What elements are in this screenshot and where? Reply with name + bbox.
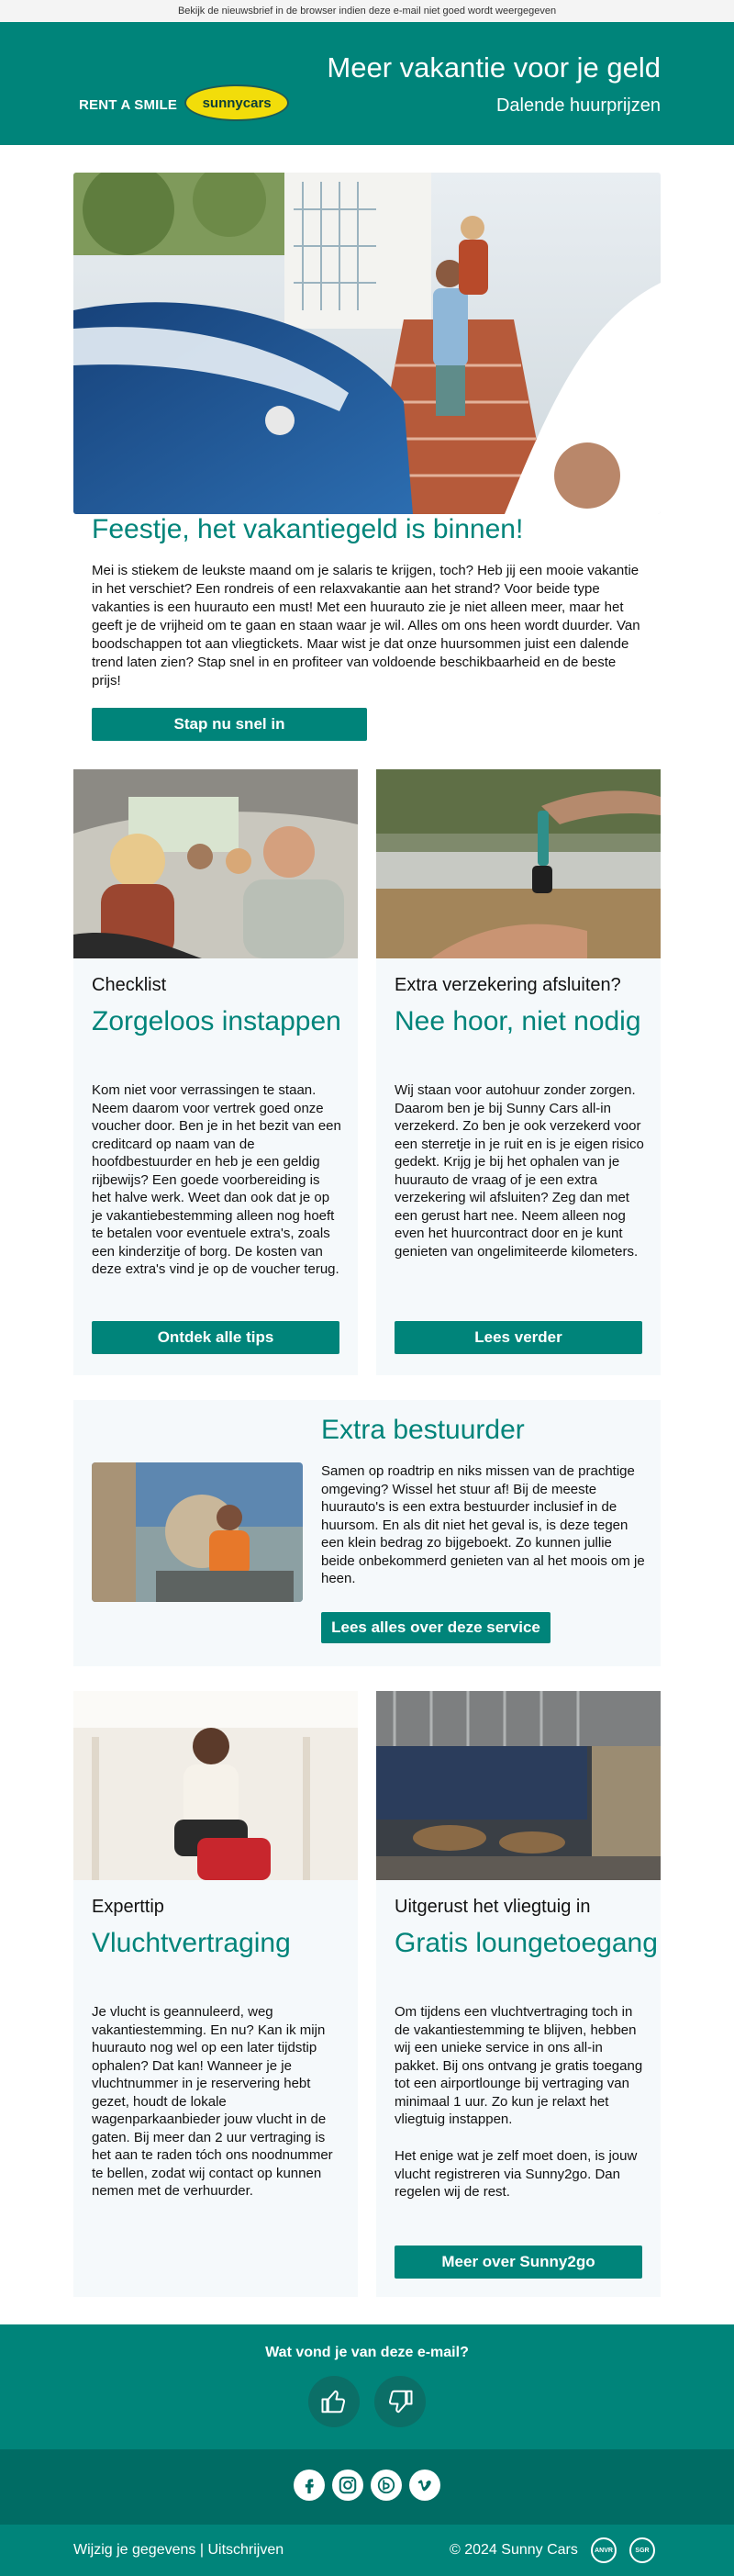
card-title: Zorgeloos instappen: [92, 1006, 341, 1036]
header-subtitle: Dalende huurprijzen: [495, 95, 661, 116]
hero-image[interactable]: [73, 173, 661, 514]
feedback-section: [0, 2324, 734, 2449]
card-text: Om tijdens een vluchtvertraging toch in de vakantiestemming te blijven, hebben wij een unieke service in ons all-in pakket. Bij ons ontvang je gratis toegang tot een airportlounge bij vertraging van minimaal 1 uur. Zo kun je relaxt het vliegtuig instappen.: [395, 2004, 643, 2127]
hero-text: Mei is stiekem de leukste maand om je salaris te krijgen, toch? Heb jij een mooie vakantie in het verschiet? Een rondreis of een relaxvakantie aan het strand? Voor beide type vakanties is een huurauto een must! Met een huurauto zie je niet alleen meer, maar het geeft je de vrijheid om te gaan en staan waar je wil. Alles om ons heen wordt duurder. Van boodschappen tot aan vliegtickets. Maar wist je dat onze huursommen juist een dalende trend laten zien? Stap snel in en profiteer van voldoende beschikbaarheid en de beste prijs!: [92, 563, 640, 689]
facebook-link[interactable]: [294, 2470, 325, 2501]
thumbs-down-button[interactable]: [374, 2376, 426, 2427]
thumbs-down-icon: [386, 2388, 414, 2415]
facebook-icon: [300, 2476, 318, 2494]
card-flight-delay: [73, 1691, 358, 2297]
card-image-lounge[interactable]: [376, 1691, 661, 1880]
card-title: Gratis loungetoegang: [395, 1928, 658, 1958]
card-text: Wij staan voor autohuur zonder zorgen. Daarom ben je bij Sunny Cars all-in verzekerd. Zo ben je ook verzekerd voor een sterretje in je ruit en is je eigen risico gedekt. Krijg je bij het ophalen van je huurauto de vraag of je een extra verzekering wil afsluiten? Zeg dan met een gerust hart nee. Neem alleen nog even het huurcontract door en je kunt genieten van ongelimiteerde kilometers.: [395, 1082, 644, 1260]
read-more-button[interactable]: Lees verder: [395, 1321, 642, 1354]
footer-links: [73, 2542, 284, 2559]
blog-link[interactable]: [371, 2470, 402, 2501]
tips-button[interactable]: Ontdek alle tips: [92, 1321, 339, 1354]
preheader-bar: [0, 0, 734, 22]
instagram-icon: [338, 2475, 358, 2495]
card-text: Je vlucht is geannuleerd, weg vakantiestemming. En nu? Kan ik mijn huurauto nog wel op een later tijdstip ophalen? Dat kan! Wanneer je je vluchtnummer in je reservering hebt gezet, houdt de lokale wagenparkaanbieder jouw vlucht in de gaten. Bij meer dan 2 uur vertraging is het aan te raden tóch ons noodnummer te bellen, zodat wij contact op kunnen nemen met de verhuurder.: [92, 2004, 333, 2199]
hero-title: Feestje, het vakantiegeld is binnen!: [92, 514, 524, 544]
copyright: © 2024 Sunny Cars: [450, 2542, 578, 2558]
brand[interactable]: [79, 86, 289, 123]
footer-separator: |: [195, 2542, 208, 2558]
card-title: Nee hoor, niet nodig: [395, 1006, 641, 1036]
change-details-link[interactable]: Wijzig je gegevens: [73, 2542, 196, 2558]
view-in-browser-link[interactable]: Bekijk de nieuwsbrief in de browser indien deze e-mail niet goed wordt weergegeven: [177, 6, 557, 17]
card-image-airport-woman[interactable]: [73, 1691, 358, 1880]
card-kicker: Extra verzekering afsluiten?: [395, 975, 621, 995]
feedback-question: Wat vond je van deze e-mail?: [265, 2345, 469, 2360]
sunnycars-logo: sunnycars: [184, 84, 289, 121]
card-text-2: Het enige wat je zelf moet doen, is jouw vlucht registreren via Sunny2go. Dan regelen wij de rest.: [395, 2148, 638, 2200]
anvr-badge: ANVR: [591, 2537, 617, 2563]
footer: [0, 2525, 734, 2576]
card-insurance: [376, 769, 661, 1375]
sgr-badge: SGR: [629, 2537, 655, 2563]
card-kicker: Experttip: [92, 1897, 164, 1917]
thumbs-up-button[interactable]: [308, 2376, 360, 2427]
thumbs-up-icon: [320, 2388, 348, 2415]
card-title: Vluchtvertraging: [92, 1928, 291, 1958]
extra-driver-section: [73, 1400, 661, 1666]
unsubscribe-link[interactable]: Uitschrijven: [207, 2542, 284, 2558]
card-lounge: [376, 1691, 661, 2297]
extra-driver-title: Extra bestuurder: [321, 1415, 525, 1445]
card-kicker: Checklist: [92, 975, 167, 995]
brand-tagline: RENT A SMILE: [79, 96, 178, 113]
extra-driver-text: Samen op roadtrip en niks missen van de prachtige omgeving? Wissel het stuur af! Bij de meeste huurauto's is een extra bestuurder inclusief in de huursom. En als dit niet het geval is, is deze tegen een klein bedrag zo bijgeboekt. Zo kunnen jullie beide onbekommerd genieten van al het moois om je heen.: [321, 1463, 645, 1586]
card-image-family-car[interactable]: [73, 769, 358, 958]
header: [0, 22, 734, 145]
vimeo-link[interactable]: [409, 2470, 440, 2501]
card-kicker: Uitgerust het vliegtuig in: [395, 1897, 591, 1917]
social-bar: [0, 2449, 734, 2525]
sunny2go-button[interactable]: Meer over Sunny2go: [395, 2246, 642, 2279]
extra-driver-image[interactable]: [92, 1462, 303, 1602]
card-checklist: [73, 769, 358, 1375]
hero-cta-button[interactable]: Stap nu snel in: [92, 708, 367, 741]
instagram-link[interactable]: [332, 2470, 363, 2501]
card-text: Kom niet voor verrassingen te staan. Neem daarom voor vertrek goed onze voucher door. Ben je in het bezit van een creditcard op naam van de hoofdbestuurder en heb je een geldig rijbewijs? Een goede voorbereiding is het halve werk. Weet dan ook dat je op je vakantiebestemming alleen nog hoeft te betalen voor eventuele extra's, zoals een kinderzitje of borg. De kosten van deze extra's vind je op de voucher terug.: [92, 1082, 341, 1277]
card-image-car-key[interactable]: [376, 769, 661, 958]
vimeo-icon: [416, 2476, 434, 2494]
header-title: Meer vakantie voor je geld: [327, 51, 661, 84]
blog-icon: [376, 2475, 396, 2495]
extra-driver-button[interactable]: Lees alles over deze service: [321, 1612, 550, 1643]
